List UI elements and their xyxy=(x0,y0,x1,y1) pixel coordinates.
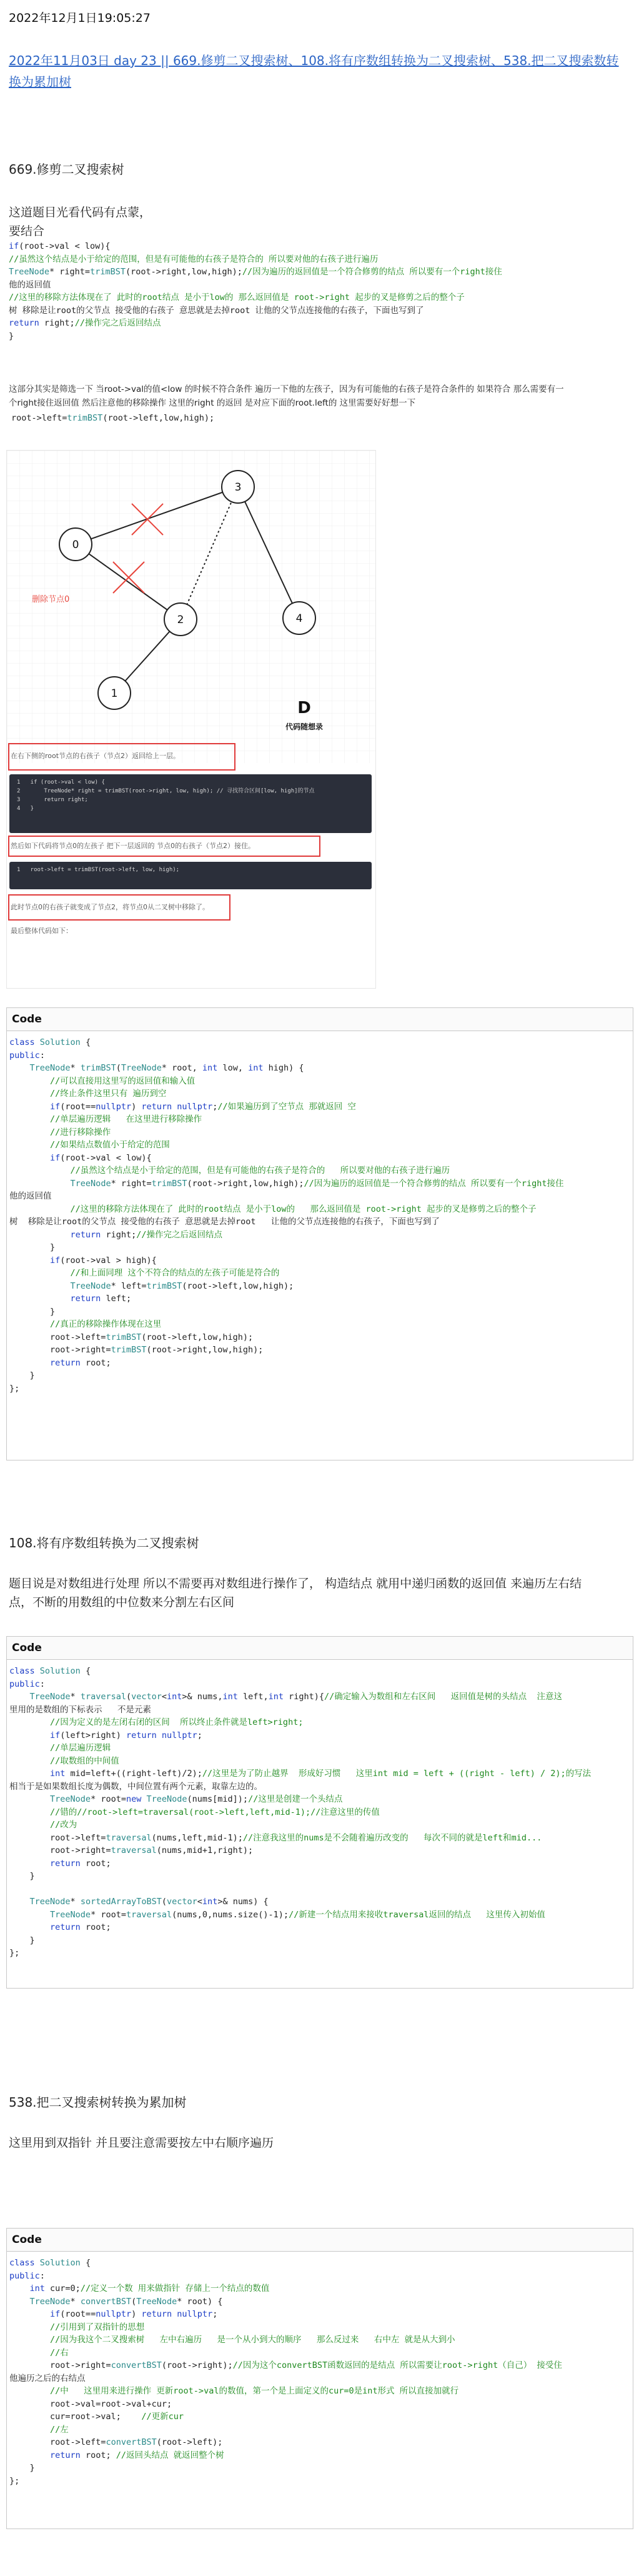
code-line: //左 xyxy=(50,2424,69,2435)
code-line: TreeNode* convertBST(TreeNode* root) { xyxy=(29,2296,223,2307)
code-block-convertbst xyxy=(6,2228,633,2529)
figure-code-line: 1 if (root->val < low) { xyxy=(17,779,105,786)
code-line: if(root==nullptr) return nullptr;//如果遍历到了空节点 那就返回 空 xyxy=(50,1101,356,1112)
code-snippet xyxy=(9,240,630,342)
code-line: return right;//操作完之后返回结点 xyxy=(70,1229,222,1240)
code-line: return root; xyxy=(50,1357,111,1368)
code-line: }; xyxy=(9,2475,20,2486)
code-line: //真正的移除操作体现在这里 xyxy=(50,1319,162,1329)
intro-text: 题目说是对数组进行处理 所以不需要再对数组进行操作了， 构造结点 就用中递归函数的返回值 来遍历左右结 xyxy=(9,1577,582,1590)
figure-code xyxy=(9,774,372,833)
code-line: public: xyxy=(9,2270,45,2281)
code-line: //和上面同理 这个不符合的结点的左孩子可能是符合的 xyxy=(70,1268,280,1278)
code-line: } xyxy=(9,1935,35,1945)
code-line: if(root->val < low){ xyxy=(9,241,111,251)
intro-text: 要结合 xyxy=(9,224,45,238)
intro-text: 点，不断的用数组的中位数来分割左右区间 xyxy=(9,1595,235,1609)
code-line: if(left>right) return nullptr; xyxy=(50,1730,202,1740)
explain-text: 这部分其实是筛选一下 当root->val的值<low 的时候不符合条件 遍历一下他的左孩子，因为有可能他的右孩子是符合条件的 如果符合 那么需要有一 xyxy=(9,384,564,394)
code-line: root->right=convertBST(root->right);//因为这个convertBST函数返回的是结点 所以需要让root->right（自己） 接受住 xyxy=(9,2360,562,2370)
figure-code xyxy=(9,862,372,889)
code-line: }; xyxy=(9,1948,20,1958)
code-line: 他的返回值 xyxy=(9,1191,52,1201)
logo-mark: D xyxy=(297,699,311,717)
node-label: 1 xyxy=(111,687,118,700)
figure-code-line: 4 } xyxy=(17,806,34,812)
code-line: } xyxy=(9,1242,56,1252)
code-line: 树 移除是让root的父节点 接受他的右孩子 意思就是去掉root 让他的父节点连接他的右孩子，下面也写到了 xyxy=(9,1217,440,1227)
code-line: if(root->val > high){ xyxy=(50,1255,157,1266)
figure-caption: 然后如下代码将节点0的左孩子 把下一层返回的 节点0的右孩子（节点2）接住。 xyxy=(11,842,255,850)
code-line: public: xyxy=(9,1679,45,1689)
figure-caption: 最后整体代码如下： xyxy=(11,927,72,935)
section-heading-538: 538.把二叉搜索树转换为累加树 xyxy=(9,2095,187,2110)
code-line: TreeNode* left=trimBST(root->left,low,high); xyxy=(70,1281,294,1291)
code-line: //单层遍历逻辑 xyxy=(50,1743,111,1753)
code-block-trimbst xyxy=(6,1007,633,1460)
code-line: //改为 xyxy=(50,1820,77,1830)
intro-text: 这里用到双指针 并且要注意需要按左中右顺序遍历 xyxy=(9,2136,274,2150)
code-line: return root; //返回头结点 就返回整个树 xyxy=(50,2450,224,2460)
code-line: //右 xyxy=(50,2347,69,2358)
figure-code-line: 2 TreeNode* right = trimBST(root->right, low, high); // 寻找符合区间[low, high]的节点 xyxy=(17,788,315,794)
code-line: if(root->val < low){ xyxy=(50,1152,152,1163)
code-line: return right;//操作完之后返回结点 xyxy=(9,318,161,328)
logo-text: 代码随想录 xyxy=(285,722,324,731)
code-line: TreeNode* sortedArrayToBST(vector<int>& nums) { xyxy=(29,1897,269,1907)
node-label: 2 xyxy=(177,614,184,626)
code-line: return root; xyxy=(50,1922,111,1932)
code-line: //这里的移除方法体现在了 此时的root结点 是小于low的 那么返回值是 root->right 起步的叉是修剪之后的整个子 xyxy=(9,292,465,302)
explain-code: root->left=trimBST(root->left,low,high); xyxy=(11,413,215,423)
section-heading-108: 108.将有序数组转换为二叉搜索树 xyxy=(9,1535,199,1550)
code-line: //单层遍历逻辑 在这里进行移除操作 xyxy=(50,1114,202,1124)
code-line: } xyxy=(9,331,14,341)
code-line: //如果结点数值小于给定的范围 xyxy=(50,1140,170,1150)
figure-caption: 在右下侧的root节点的右孩子（节点2）返回给上一层。 xyxy=(11,752,181,760)
code-line: TreeNode* root=new TreeNode(nums[mid]);//这里是创建一个头结点 xyxy=(50,1794,343,1804)
explain-text: 个right接住返回值 然后注意他的移除操作 这里的right 的返回 是对应下面的root.left的 这里需要好好想一下 xyxy=(9,398,416,408)
code-line: //因为定义的是左闭右闭的区间 所以终止条件就是left>right; xyxy=(50,1717,304,1727)
code-line: 相当于是如果数组长度为偶数，中间位置有两个元素，取靠左边的。 xyxy=(9,1781,262,1792)
code-label: Code xyxy=(7,1008,633,1031)
code-line: return root; xyxy=(50,1858,111,1869)
code-line: 里用的是数组的下标表示 不是元素 xyxy=(9,1704,151,1715)
code-line: //因为我这个二叉搜索树 左中右遍历 是一个从小到大的顺序 那么反过来 右中左 就是从大到小 xyxy=(50,2335,455,2345)
code-line: } xyxy=(9,1370,35,1380)
code-line: return left; xyxy=(70,1294,132,1304)
code-line: root->left=traversal(nums,left,mid-1);//注意我这里的nums是不会随着遍历改变的 每次不同的就是left和mid... xyxy=(9,1832,542,1843)
code-line: //引用到了双指针的思想 xyxy=(50,2322,145,2332)
code-line: }; xyxy=(9,1383,20,1394)
code-line: int cur=0;//定义一个数 用来做指针 存储上一个结点的数值 xyxy=(29,2284,270,2294)
section-heading-669: 669.修剪二叉搜索树 xyxy=(9,162,124,177)
node-label: 4 xyxy=(295,612,303,625)
code-line: 树 移除是让root的父节点 接受他的右孩子 意思就是去掉root 让他的父节点连接他的右孩子，下面也写到了 xyxy=(9,305,424,316)
node-label: 0 xyxy=(72,539,79,551)
code-line: 他遍历之后的右结点 xyxy=(9,2373,86,2384)
code-body xyxy=(7,1031,633,1400)
code-label: Code xyxy=(7,2229,633,2252)
code-line: root->left=trimBST(root->left,low,high); xyxy=(9,1332,254,1342)
tree-diagram-figure xyxy=(6,450,376,989)
code-line: } xyxy=(9,2463,35,2473)
code-line: cur=root->val; //更新cur xyxy=(9,2412,184,2422)
code-line: root->left=convertBST(root->left); xyxy=(9,2437,223,2447)
code-line: root->right=traversal(nums,mid+1,right); xyxy=(9,1845,254,1855)
code-line: //取数组的中间值 xyxy=(50,1755,119,1766)
code-line: //虽然这个结点是小于给定的范围，但是有可能他的右孩子是符合的 所以要对他的右孩子进行遍历 xyxy=(70,1166,450,1176)
node-label: 3 xyxy=(234,481,242,494)
code-line: class Solution { xyxy=(9,2258,91,2268)
figure-code-line: 1 root->left = trimBST(root->left, low, high); xyxy=(17,867,180,873)
post-title-link[interactable]: 2022年11月03日 day 23 || 669.修剪二叉搜索树、108.将有序数组转换为二叉搜索树、538.把二叉搜索数转换为累加树 xyxy=(9,53,619,89)
code-line: //可以直接用这里写的返回值和输入值 xyxy=(50,1076,196,1086)
code-line: TreeNode* right=trimBST(root->right,low,high);//因为遍历的返回值是一个符合修剪的结点 所以要有一个right接住 xyxy=(70,1178,564,1189)
code-body xyxy=(7,1660,633,1965)
code-line: TreeNode* traversal(vector<int>& nums,int left,int right){//确定输入为数组和左右区间 返回值是树的头结点 注意这 xyxy=(29,1692,562,1702)
code-line: //这里的移除方法体现在了 此时的root结点 是小于low的 那么返回值是 root->right 起步的叉是修剪之后的整个子 xyxy=(70,1204,537,1214)
code-block-sortedarraytobst xyxy=(6,1636,633,1989)
code-line: TreeNode* right=trimBST(root->right,low,high);//因为遍历的返回值是一个符合修剪的结点 所以要有一个right接住 xyxy=(9,267,502,277)
code-line: //中 这里用来进行操作 更新root->val的数值，第一个是上面定义的cur=0是int形式 所以直接加就行 xyxy=(50,2386,459,2396)
code-line: if(root==nullptr) return nullptr; xyxy=(50,2309,218,2319)
code-line: int mid=left+((right-left)/2);//这里是为了防止越界 形成好习惯 这里int mid = left + ((right - left) / 2);的写法 xyxy=(50,1769,592,1779)
delete-node-label: 删除节点0 xyxy=(32,595,70,604)
code-line: class Solution { xyxy=(9,1037,91,1047)
code-body xyxy=(7,2252,633,2492)
code-line: public: xyxy=(9,1050,45,1061)
code-line: } xyxy=(9,1871,35,1881)
figure-code-line: 3 return right; xyxy=(17,797,88,803)
code-line: TreeNode* trimBST(TreeNode* root, int low, int high) { xyxy=(29,1063,304,1073)
code-line: //终止条件这里只有 遍历到空 xyxy=(50,1089,167,1099)
code-line: //进行移除操作 xyxy=(50,1127,111,1137)
code-line: class Solution { xyxy=(9,1666,91,1676)
code-line: //错的//root->left=traversal(root->left,left,mid-1);//注意这里的传值 xyxy=(50,1807,380,1817)
code-line xyxy=(9,1883,630,1896)
code-line: TreeNode* root=traversal(nums,0,nums.size()-1);//新建一个结点用来接收traversal返回的结点 这里传入初始值 xyxy=(50,1909,545,1920)
code-line: } xyxy=(9,1306,56,1317)
code-label: Code xyxy=(7,1637,633,1660)
code-line: root->val=root->val+cur; xyxy=(9,2399,172,2409)
figure-caption: 此时节点0的右孩子就变成了节点2，将节点0从二叉树中移除了。 xyxy=(11,903,209,911)
intro-text: 这道题目光看代码有点蒙， xyxy=(9,206,152,219)
timestamp: 2022年12月1日19:05:27 xyxy=(9,11,151,25)
code-line: 他的返回值 xyxy=(9,279,51,290)
code-line: root->right=trimBST(root->right,low,high); xyxy=(9,1345,264,1355)
code-line: //虽然这个结点是小于给定的范围，但是有可能他的右孩子是符合的 所以要对他的右孩子进行遍历 xyxy=(9,254,379,264)
